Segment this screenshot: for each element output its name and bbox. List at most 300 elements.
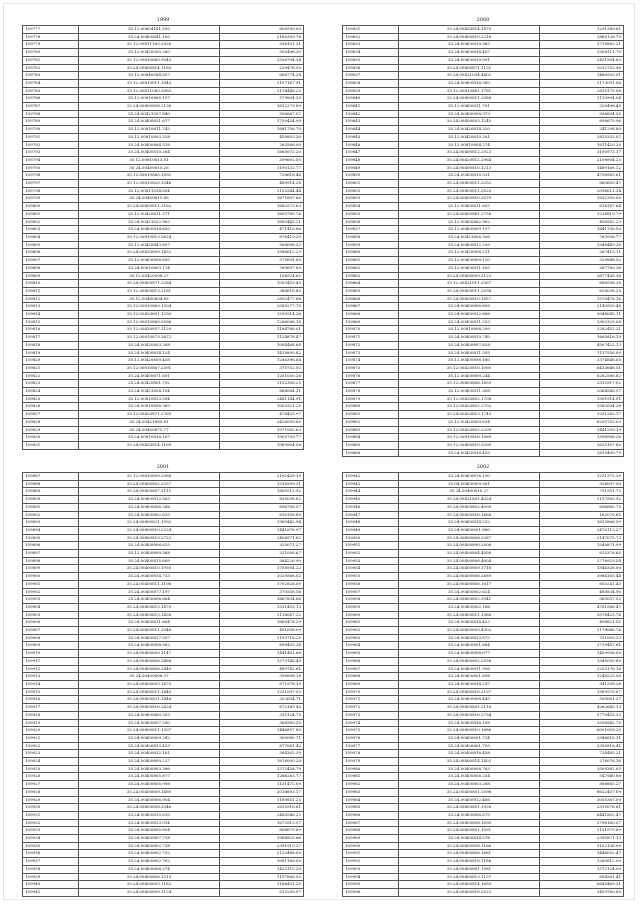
table-row <box>343 326 624 334</box>
row-id: 109880 <box>343 403 399 411</box>
row-code: 35.24.00400814.423 <box>399 619 540 627</box>
row-code: 35.12.00810813.51 <box>79 156 220 164</box>
table-row <box>23 280 304 288</box>
row-id: 109867 <box>343 303 399 311</box>
row-amount: 229476.50 <box>219 64 303 72</box>
row-code: 35.12.00400809.130 <box>399 257 540 265</box>
row-code: 35.24.00400814.407 <box>399 49 540 57</box>
row-code: 35.24.00400814.237 <box>399 680 540 688</box>
row-id: 109981 <box>343 773 399 781</box>
table-row <box>23 765 304 773</box>
row-id: 109951 <box>343 542 399 550</box>
row-id: 109857 <box>343 226 399 234</box>
table-row <box>343 673 624 681</box>
table-row <box>23 334 304 342</box>
row-id: 109850 <box>343 172 399 180</box>
row-id: 109900 <box>23 573 79 581</box>
row-id: 109950 <box>343 534 399 542</box>
table-row <box>343 488 624 496</box>
row-id: 109994 <box>343 873 399 881</box>
table-row <box>23 87 304 95</box>
row-amount: 328097.08 <box>539 480 623 488</box>
row-id: 109860 <box>343 249 399 257</box>
row-id: 109841 <box>343 103 399 111</box>
row-id: 109921 <box>23 734 79 742</box>
row-id: 109878 <box>343 388 399 396</box>
table-row <box>23 727 304 735</box>
row-amount: 1702826.09 <box>219 580 303 588</box>
row-id: 109816 <box>23 326 79 334</box>
row-amount: 1758954.22 <box>219 565 303 573</box>
row-amount: 6295753.03 <box>539 418 623 426</box>
row-code: 35.24.00400814.198 <box>399 719 540 727</box>
row-code: 35.24.00400897.828 <box>399 341 540 349</box>
row-code: 35.24.00400806.675 <box>399 811 540 819</box>
row-code: 35.24.00400815.26 <box>79 164 220 172</box>
row-code: 35.24.00400871.691 <box>79 372 220 380</box>
row-code: 35.24.00400871.1131 <box>399 64 540 72</box>
row-code: 35.24.00400806.2840 <box>79 665 220 673</box>
row-amount: 1189851.25 <box>219 796 303 804</box>
table-row <box>23 380 304 388</box>
row-id: 109869 <box>343 318 399 326</box>
row-amount: 6441802.47 <box>539 811 623 819</box>
row-id: 109840 <box>343 95 399 103</box>
table-row <box>23 156 304 164</box>
row-id: 109891 <box>23 503 79 511</box>
row-id: 109991 <box>343 850 399 858</box>
row-code: 35.24.00420812.2964 <box>399 156 540 164</box>
table-row <box>23 619 304 627</box>
row-id: 109913 <box>23 673 79 681</box>
row-amount: 1549871.99 <box>539 542 623 550</box>
row-id: 109819 <box>23 349 79 357</box>
table-row <box>23 665 304 673</box>
row-code: 35.24.00400818.458 <box>399 750 540 758</box>
row-amount: 6643469.31 <box>539 881 623 889</box>
row-amount: 1249225.58 <box>539 673 623 681</box>
row-code: 35.24.00400808.677 <box>399 650 540 658</box>
table-row <box>343 557 624 565</box>
table-row <box>343 650 624 658</box>
row-id: 109855 <box>343 210 399 218</box>
table-row <box>23 133 304 141</box>
row-amount: 368389.39 <box>219 719 303 727</box>
table-row <box>343 550 624 558</box>
row-id: 109884 <box>343 434 399 442</box>
row-amount: 1373146.40 <box>219 657 303 665</box>
row-code: 35.24.00400806.2466 <box>79 657 220 665</box>
table-row <box>23 79 304 87</box>
row-amount: 2485546.23 <box>219 811 303 819</box>
table-row <box>23 550 304 558</box>
row-id: 109975 <box>343 727 399 735</box>
row-id: 109908 <box>23 634 79 642</box>
row-amount: 1425115.20 <box>219 865 303 873</box>
table-row <box>343 64 624 72</box>
row-code: 35.12.00420802.2209 <box>399 426 540 434</box>
row-amount: 808675.89 <box>219 827 303 835</box>
row-code: 35.24.00810814.167 <box>79 434 220 442</box>
table-row <box>23 441 304 449</box>
table-row <box>343 449 624 457</box>
row-code: 35.12.00420806.211 <box>399 249 540 257</box>
row-id: 109897 <box>23 550 79 558</box>
row-amount: 3102136.00 <box>539 842 623 850</box>
row-amount: 2815179.06 <box>539 87 623 95</box>
table-row <box>343 272 624 280</box>
row-id: 109800 <box>23 203 79 211</box>
row-code: 35.24.00400806.904 <box>79 796 220 804</box>
row-amount: 839058.62 <box>219 496 303 504</box>
row-amount: 2815332.07 <box>539 133 623 141</box>
row-code: 35.12.00420809.634 <box>399 418 540 426</box>
row-id: 109939 <box>23 873 79 881</box>
row-code: 35.24.00400809.1718 <box>399 565 540 573</box>
row-id: 109898 <box>23 557 79 565</box>
row-id: 109823 <box>23 380 79 388</box>
row-amount: 605590.05 <box>219 26 303 34</box>
row-id: 109808 <box>23 264 79 272</box>
row-id: 109852 <box>343 187 399 195</box>
row-amount: 696756.97 <box>219 503 303 511</box>
table-row <box>23 110 304 118</box>
table-row <box>343 742 624 750</box>
row-code: 35.24.00421880.81 <box>79 418 220 426</box>
table-row <box>343 511 624 519</box>
row-amount: 1441293.19 <box>539 426 623 434</box>
row-code: 35.24.00810803.114 <box>79 264 220 272</box>
table-row <box>343 264 624 272</box>
row-code: 35.24.00400801.734 <box>399 734 540 742</box>
row-code: 35.24.00400810.991 <box>399 56 540 64</box>
table-row <box>23 187 304 195</box>
row-id: 109888 <box>23 480 79 488</box>
row-code: 35.12.00811083.3063 <box>79 87 220 95</box>
table-row <box>343 118 624 126</box>
row-code: 35.24.00400821.1992 <box>79 519 220 527</box>
row-code: 35.24.00400861.2758 <box>399 210 540 218</box>
row-code: 35.24.00400807.718 <box>79 835 220 843</box>
row-code: 35.24.00421604.104 <box>79 388 220 396</box>
row-code: 35.24.00400864.316 <box>79 141 220 149</box>
table-row <box>343 858 624 866</box>
table-row <box>343 881 624 889</box>
row-amount: 3291263.17 <box>539 411 623 419</box>
row-id: 109804 <box>23 233 79 241</box>
row-id: 109806 <box>23 249 79 257</box>
table-row <box>23 734 304 742</box>
row-amount: 1841736.50 <box>539 226 623 234</box>
row-code: 35.24.00400877.197 <box>79 588 220 596</box>
row-id: 109949 <box>343 526 399 534</box>
row-id: 109886 <box>343 449 399 457</box>
table-row <box>343 696 624 704</box>
row-amount: 625376.65 <box>539 550 623 558</box>
row-code: 35.12.00400809.244 <box>399 372 540 380</box>
table-row <box>343 727 624 735</box>
row-amount: 8622407.09 <box>539 788 623 796</box>
row-amount: 1286396.64 <box>219 357 303 365</box>
row-code: 35.24.00400810.1950 <box>79 565 220 573</box>
row-id: 109952 <box>343 550 399 558</box>
row-code: 35.24.00400808.2287 <box>399 534 540 542</box>
row-amount: 877081.42 <box>219 742 303 750</box>
row-id: 109946 <box>343 503 399 511</box>
row-amount: 2615918.61 <box>219 804 303 812</box>
row-code: 35.24.00400813.1470 <box>79 603 220 611</box>
row-amount: 1805513.92 <box>219 488 303 496</box>
table-row <box>23 272 304 280</box>
row-code: 35.12.00421811.3367 <box>399 280 540 288</box>
table-row <box>23 796 304 804</box>
row-code: 35.24.00400818.5523 <box>399 888 540 896</box>
table-row <box>23 750 304 758</box>
row-amount: 1671607.60 <box>219 195 303 203</box>
row-code: 35.24.00400860.353 <box>79 711 220 719</box>
row-id: 109791 <box>23 133 79 141</box>
row-id: 109935 <box>23 842 79 850</box>
row-code: 35.24.00400806.274 <box>79 865 220 873</box>
row-amount: 1266096.18 <box>219 318 303 326</box>
row-id: 109810 <box>23 280 79 288</box>
row-code: 35.12.00804161.593 <box>79 26 220 34</box>
row-id: 109992 <box>343 858 399 866</box>
table-row <box>343 156 624 164</box>
year-heading: 2002 <box>476 464 490 470</box>
data-table <box>342 25 624 457</box>
table-row <box>23 349 304 357</box>
table-row <box>343 765 624 773</box>
row-code: 35.12.00420857.1129 <box>79 326 220 334</box>
row-id: 109778 <box>23 33 79 41</box>
row-id: 109911 <box>23 657 79 665</box>
row-code: 35.24.00400802.752 <box>79 850 220 858</box>
table-row <box>343 172 624 180</box>
row-code: 35.12.00400811.308 <box>399 388 540 396</box>
row-amount: 1069904.08 <box>219 441 303 449</box>
row-id: 109881 <box>343 411 399 419</box>
row-code: 35.24.00400814.124 <box>79 349 220 357</box>
row-amount: 2029568.02 <box>219 573 303 581</box>
table-row <box>343 72 624 80</box>
row-id: 109798 <box>23 187 79 195</box>
row-amount: 1107167.91 <box>219 79 303 87</box>
row-id: 109875 <box>343 364 399 372</box>
row-amount: 1003321.25 <box>219 403 303 411</box>
table-row <box>23 226 304 234</box>
row-amount: 871578.10 <box>219 680 303 688</box>
row-amount: 1157866.55 <box>219 873 303 881</box>
table-row <box>23 526 304 534</box>
row-amount: 899435.38 <box>219 642 303 650</box>
row-amount: 1667834.66 <box>219 596 303 604</box>
row-amount: 491658.09 <box>219 627 303 635</box>
row-id: 109962 <box>343 627 399 635</box>
table-row <box>23 388 304 396</box>
year-block-1999 <box>22 16 304 450</box>
year-block-2001 <box>22 463 304 897</box>
row-code: 35.24.00400802.166 <box>399 603 540 611</box>
row-id: 109947 <box>343 511 399 519</box>
table-row <box>343 287 624 295</box>
table-row <box>343 480 624 488</box>
row-id: 109985 <box>343 804 399 812</box>
row-id: 109984 <box>343 796 399 804</box>
row-amount: 2147075.73 <box>539 534 623 542</box>
row-id: 109790 <box>23 126 79 134</box>
row-amount: 769697.89 <box>219 264 303 272</box>
row-code: 35.12.00810813.2624 <box>79 233 220 241</box>
row-amount: 1459936.00 <box>539 650 623 658</box>
row-id: 109892 <box>23 511 79 519</box>
row-id: 109874 <box>343 357 399 365</box>
table-row <box>343 411 624 419</box>
table-row <box>343 280 624 288</box>
table-row <box>23 287 304 295</box>
row-id: 109920 <box>23 727 79 735</box>
row-amount: 1291349.61 <box>539 26 623 34</box>
table-row <box>23 218 304 226</box>
row-code: 35.12.00420843.607 <box>79 241 220 249</box>
table-row <box>23 819 304 827</box>
table-row <box>343 657 624 665</box>
table-row <box>343 349 624 357</box>
row-amount: 1901914.01 <box>539 395 623 403</box>
table-row <box>343 49 624 57</box>
row-id: 109870 <box>343 326 399 334</box>
row-code: 35.12.00420801.1250 <box>79 311 220 319</box>
row-amount: 1178066.76 <box>539 627 623 635</box>
row-code: 35.24.00400810.810 <box>79 811 220 819</box>
row-amount: 3081166.00 <box>219 858 303 866</box>
row-amount: 2102428.19 <box>219 473 303 481</box>
row-id: 109826 <box>23 403 79 411</box>
table-row <box>23 673 304 681</box>
row-code: 35.24.00400806.4004 <box>399 557 540 565</box>
row-id: 109794 <box>23 156 79 164</box>
row-id: 109924 <box>23 758 79 766</box>
row-code: 35.12.00811183.2926 <box>79 41 220 49</box>
row-code: 35.12.00400809.368 <box>79 550 220 558</box>
row-amount: 2470113.27 <box>539 526 623 534</box>
row-id: 109959 <box>343 603 399 611</box>
row-code: 35.24.00400802.2257 <box>79 480 220 488</box>
table-row <box>23 511 304 519</box>
row-id: 109788 <box>23 110 79 118</box>
table-row <box>23 118 304 126</box>
row-amount: 6433648.51 <box>539 364 623 372</box>
row-id: 109978 <box>343 750 399 758</box>
table-row <box>343 380 624 388</box>
table-row <box>343 372 624 380</box>
table-row <box>343 388 624 396</box>
row-amount: 547940.88 <box>539 773 623 781</box>
row-amount: 728616.46 <box>219 172 303 180</box>
row-code: 35.24.00400814.733 <box>79 573 220 581</box>
row-amount: 2625107.60 <box>539 441 623 449</box>
row-code: 35.24.00420801.792 <box>79 380 220 388</box>
row-id: 109948 <box>343 519 399 527</box>
row-amount: 1460593.01 <box>539 72 623 80</box>
row-id: 109879 <box>343 395 399 403</box>
table-row <box>343 588 624 596</box>
row-id: 109799 <box>23 195 79 203</box>
row-id: 109982 <box>343 781 399 789</box>
row-code: 35.24.00400814.1659 <box>399 881 540 889</box>
row-amount: 864064.31 <box>219 388 303 396</box>
row-amount: 329848.52 <box>539 257 623 265</box>
row-amount: 2946618.31 <box>539 734 623 742</box>
row-amount: 265568.00 <box>219 141 303 149</box>
table-row <box>23 827 304 835</box>
table-row <box>343 418 624 426</box>
row-amount: 1582004.38 <box>539 403 623 411</box>
row-code: 35.24.00420813.1743 <box>399 411 540 419</box>
row-code: 35.24.00400807.1111 <box>79 488 220 496</box>
row-id: 109929 <box>23 796 79 804</box>
row-amount: 388618.80 <box>219 287 303 295</box>
row-id: 109961 <box>343 619 399 627</box>
row-amount: 162070.85 <box>539 511 623 519</box>
table-row <box>343 79 624 87</box>
row-code: 35.24.00400812.209 <box>399 241 540 249</box>
table-row <box>23 72 304 80</box>
row-id: 109807 <box>23 257 79 265</box>
row-id: 109876 <box>343 372 399 380</box>
table-row <box>343 334 624 342</box>
row-code: 35.24.00400809.227 <box>79 758 220 766</box>
table-row <box>343 56 624 64</box>
table-row <box>23 804 304 812</box>
table-row <box>23 611 304 619</box>
table-row <box>343 704 624 712</box>
table-row <box>343 33 624 41</box>
row-id: 109854 <box>343 203 399 211</box>
row-amount: 1124878.47 <box>219 334 303 342</box>
row-amount: 3398942.79 <box>539 719 623 727</box>
row-code: 35.24.00400808.445 <box>399 696 540 704</box>
row-amount: 321008.67 <box>219 550 303 558</box>
row-id: 109834 <box>343 49 399 57</box>
table-row <box>23 364 304 372</box>
row-code: 35.24.00400811.906 <box>399 665 540 673</box>
row-code: 35.24.00400815.669 <box>79 557 220 565</box>
row-amount: 1110904.04 <box>539 95 623 103</box>
row-code: 35.24.00400806.825 <box>79 542 220 550</box>
row-code: 35.24.00400811.664 <box>79 619 220 627</box>
row-id: 109858 <box>343 233 399 241</box>
table-row <box>343 195 624 203</box>
row-id: 109917 <box>23 704 79 712</box>
table-row <box>23 711 304 719</box>
table-row <box>23 596 304 604</box>
row-id: 109824 <box>23 388 79 396</box>
row-code: 35.24.00400811.2088 <box>399 95 540 103</box>
row-amount: 1114446.23 <box>219 87 303 95</box>
row-id: 109809 <box>23 272 79 280</box>
row-code: 35.24.00400810.1686 <box>399 727 540 735</box>
row-id: 109803 <box>23 226 79 234</box>
row-code: 35.24.00400804.4056 <box>399 550 540 558</box>
row-amount: 4507422.13 <box>539 341 623 349</box>
row-code: 35.24.00400803.1245 <box>399 118 540 126</box>
row-amount: 399602.50 <box>219 156 303 164</box>
table-row <box>23 650 304 658</box>
table-row <box>23 64 304 72</box>
table-row <box>343 573 624 581</box>
table-row <box>23 858 304 866</box>
